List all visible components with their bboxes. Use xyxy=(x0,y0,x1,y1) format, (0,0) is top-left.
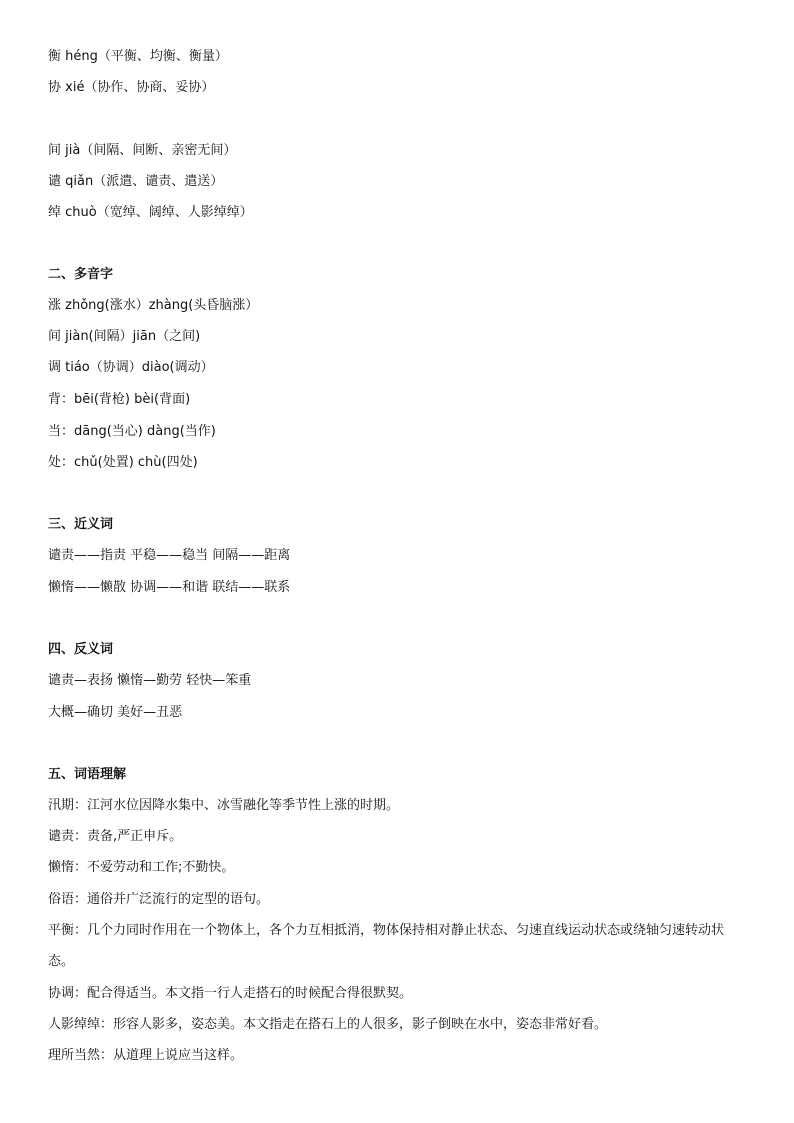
polyphonic-item: 间 jiàn(间隔）jiān（之间) xyxy=(48,329,201,344)
polyphonic-item: 背：bēi(背枪) bèi(背面) xyxy=(48,392,191,407)
section-heading-antonyms: 四、反义词 xyxy=(48,642,114,657)
synonym-row: 懒惰——懒散 协调——和谐 联结——联系 xyxy=(48,580,291,595)
pinyin-entry-xie: 协 xié（协作、协商、妥协） xyxy=(48,80,215,95)
word-meaning-item: 谴责：责备,严正申斥。 xyxy=(48,829,183,844)
word-meaning-item: 人影绰绰：形容人影多，姿态美。本文指走在搭石上的人很多，影子倒映在水中，姿态非常好看。 xyxy=(48,1017,608,1032)
antonym-row: 大概—确切 美好—丑恶 xyxy=(48,705,183,720)
antonym-row: 谴责—表扬 懒惰—勤劳 轻快—笨重 xyxy=(48,673,252,688)
pinyin-entry-chuo: 绰 chuò（宽绰、阔绰、人影绰绰） xyxy=(48,205,253,220)
word-meaning-item: 平衡：几个力同时作用在一个物体上，各个力互相抵消，物体保持相对静止状态、匀速直线运动状态或绕轴匀速转动状态。 xyxy=(48,923,725,969)
word-meaning-item: 俗语：通俗并广泛流行的定型的语句。 xyxy=(48,892,270,907)
pinyin-entry-qian: 谴 qiǎn（派遣、谴责、遣送） xyxy=(48,174,224,189)
word-meaning-item: 协调：配合得适当。本文指一行人走搭石的时候配合得很默契。 xyxy=(48,986,413,1001)
polyphonic-item: 涨 zhǒng(涨水）zhàng(头昏脑涨） xyxy=(48,298,259,313)
section-heading-polyphonic: 二、多音字 xyxy=(48,267,114,282)
section-heading-synonyms: 三、近义词 xyxy=(48,517,114,532)
pinyin-entry-jian: 间 jià（间隔、间断、亲密无间） xyxy=(48,143,237,158)
section-heading-word-meanings: 五、词语理解 xyxy=(48,767,127,782)
synonym-row: 谴责——指责 平稳——稳当 间隔——距离 xyxy=(48,548,291,563)
polyphonic-item: 当：dāng(当心) dàng(当作) xyxy=(48,424,216,439)
polyphonic-item: 处：chǔ(处置) chù(四处) xyxy=(48,455,198,470)
polyphonic-item: 调 tiáo（协调）diào(调动） xyxy=(48,360,214,375)
word-meaning-item: 懒惰：不爱劳动和工作;不勤快。 xyxy=(48,860,235,875)
word-meaning-item: 理所当然：从道理上说应当这样。 xyxy=(48,1048,244,1063)
word-meaning-item: 汛期：江河水位因降水集中、冰雪融化等季节性上涨的时期。 xyxy=(48,798,400,813)
pinyin-entry-heng: 衡 héng（平衡、均衡、衡量） xyxy=(48,49,228,64)
